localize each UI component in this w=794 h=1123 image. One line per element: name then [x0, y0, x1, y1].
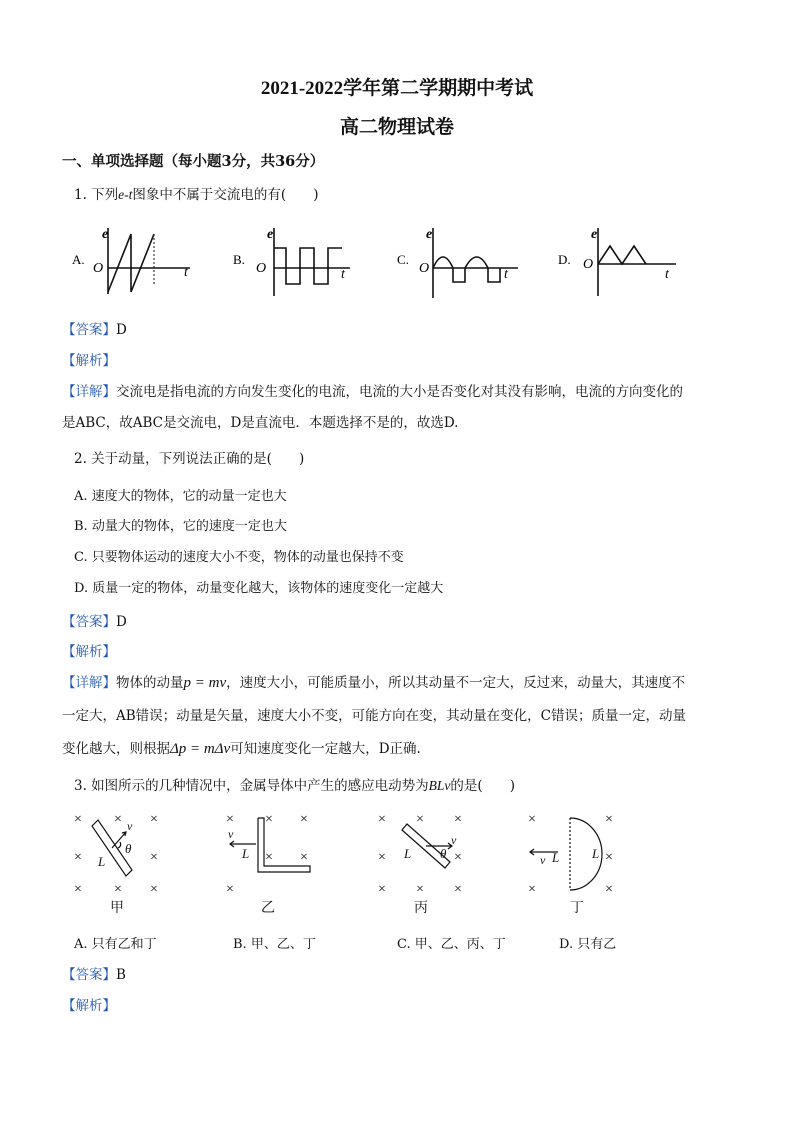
svg-text:×: ×	[114, 812, 122, 827]
svg-text:×: ×	[416, 882, 424, 897]
q2-detail-line3	[62, 737, 421, 758]
section-heading: 一、单项选择题（每小题3分，共36分）	[62, 153, 325, 170]
q3-option-a: A. 只有乙和丁	[74, 937, 157, 952]
q3-ding-L2: L	[592, 846, 600, 861]
q1-graph-c	[433, 228, 518, 298]
svg-text:×: ×	[416, 812, 424, 827]
q1-stem-var: e-t	[118, 187, 133, 202]
svg-text:×: ×	[605, 882, 613, 897]
q1-option-c-label: C.	[397, 252, 409, 267]
q1-c-axis-t: t	[504, 267, 508, 282]
q3-yi-L: L	[242, 846, 250, 861]
q2-answer-tag: 【答案】	[62, 614, 116, 630]
q3-stem-pre: 3. 如图所示的几种情况中，金属导体中产生的感应电动势为	[74, 778, 429, 794]
q3-label-yi: 乙	[261, 901, 275, 916]
q1-detail-line2: 是ABC，故ABC是交流电，D是直流电．本题选择不是的，故选D.	[62, 415, 459, 431]
q2-option-d: D. 质量一定的物体，动量变化越大，该物体的速度变化一定越大	[74, 581, 444, 596]
q1-stem-pre: 1. 下列	[74, 187, 119, 203]
svg-text:×: ×	[454, 812, 462, 827]
page-title: 2021-2022学年第二学期期中考试	[260, 78, 534, 99]
q2-detail-line1	[62, 671, 685, 692]
q2-detail-line2: 一定大，AB错误；动量是矢量，速度大小不变，可能方向在变，其动量在变化，C错误；质量一定，动量	[62, 708, 686, 724]
q1-c-axis-e: e	[426, 227, 433, 242]
q3-stem-post: 的是( )	[450, 778, 515, 794]
q3-ding-v: v	[540, 853, 546, 867]
q1-option-a-label: A.	[72, 252, 85, 267]
q3-stem	[74, 774, 515, 794]
q3-analysis-tag: 【解析】	[62, 998, 116, 1014]
q2-stem: 2. 关于动量，下列说法正确的是( )	[74, 451, 305, 467]
page-subtitle: 高二物理试卷	[339, 117, 454, 138]
q2-detail-post: ，速度大小，可能质量小，所以其动量不一定大，反过来，动量大，其速度不	[226, 675, 686, 691]
q2-option-a: A. 速度大的物体，它的动量一定也大	[74, 489, 287, 504]
q1-b-axis-t: t	[341, 267, 345, 282]
q1-b-axis-o: O	[256, 261, 267, 276]
svg-text:×: ×	[454, 882, 462, 897]
q3-label-bing: 丙	[414, 901, 428, 916]
q3-option-c: C. 甲、乙、丙、丁	[397, 937, 506, 952]
q1-detail-text1: 交流电是指电流的方向发生变化的电流，电流的大小是否变化对其没有影响，电流的方向变化的	[116, 384, 683, 400]
q1-answer-value: D	[116, 322, 127, 338]
q2-formula-delta: Δp = mΔv	[170, 741, 231, 757]
q2-analysis-tag: 【解析】	[62, 644, 116, 660]
q1-detail-tag: 【详解】	[62, 384, 116, 400]
q2-detail-tag: 【详解】	[62, 675, 116, 691]
q3-jia-v: v	[127, 819, 133, 833]
q3-bing-theta: θ	[440, 846, 447, 861]
q3-figure-jia	[74, 812, 158, 897]
q3-figure-yi	[226, 812, 310, 897]
svg-text:×: ×	[150, 850, 158, 865]
q1-d-axis-o: O	[583, 257, 594, 272]
svg-text:×: ×	[378, 850, 386, 865]
q2-option-c: C. 只要物体运动的速度大小不变，物体的动量也保持不变	[74, 550, 404, 565]
q1-analysis-tag: 【解析】	[62, 353, 116, 369]
q1-option-d-label: D.	[558, 252, 571, 267]
svg-text:×: ×	[378, 882, 386, 897]
q1-c-axis-o: O	[419, 261, 430, 276]
q1-graph-d	[598, 228, 676, 296]
svg-text:×: ×	[300, 850, 308, 865]
q2-answer	[62, 610, 127, 630]
svg-text:×: ×	[74, 882, 82, 897]
svg-text:×: ×	[265, 812, 273, 827]
q3-option-d: D. 只有乙	[559, 937, 617, 952]
q2-answer-value: D	[116, 614, 127, 630]
q3-label-ding: 丁	[570, 901, 584, 916]
svg-text:×: ×	[226, 882, 234, 897]
q3-answer-tag: 【答案】	[62, 967, 116, 983]
q3-label-jia: 甲	[110, 901, 124, 916]
svg-text:×: ×	[226, 812, 234, 827]
q1-option-b-label: B.	[233, 252, 245, 267]
q3-figures	[60, 800, 660, 920]
q3-stem-var: BLv	[428, 778, 451, 793]
svg-text:×: ×	[454, 850, 462, 865]
q1-answer-tag: 【答案】	[62, 322, 116, 338]
q1-detail-line1	[62, 380, 683, 400]
svg-text:×: ×	[605, 850, 613, 865]
svg-text:×: ×	[605, 812, 613, 827]
q2-detail3-pre: 变化越大，则根据	[62, 741, 170, 757]
svg-text:×: ×	[378, 812, 386, 827]
q1-a-axis-o: O	[93, 261, 104, 276]
q1-d-axis-e: e	[591, 227, 598, 242]
q1-graph-a	[108, 228, 190, 294]
q2-formula-momentum: p = mv	[183, 675, 227, 691]
q3-figure-bing	[378, 812, 462, 897]
q3-ding-L1: L	[552, 850, 560, 865]
svg-text:×: ×	[114, 882, 122, 897]
q1-answer	[62, 318, 127, 338]
svg-text:×: ×	[74, 812, 82, 827]
q3-answer-value: B	[116, 967, 126, 983]
q1-d-axis-t: t	[665, 267, 669, 282]
q2-detail-pre: 物体的动量	[116, 675, 184, 691]
q3-jia-theta: θ	[125, 841, 132, 856]
svg-text:×: ×	[265, 850, 273, 865]
q2-detail3-post: 可知速度变化一定越大，D正确.	[230, 741, 421, 757]
q1-b-axis-e: e	[267, 227, 274, 242]
svg-text:×: ×	[74, 850, 82, 865]
q2-option-b: B. 动量大的物体，它的速度一定也大	[74, 519, 287, 534]
q1-a-axis-e: e	[102, 227, 109, 242]
q1-graph-b	[274, 228, 350, 296]
q1-stem-post: 图象中不属于交流电的有( )	[132, 187, 319, 203]
q1-graphs	[60, 220, 700, 310]
q3-jia-L: L	[98, 854, 106, 869]
svg-text:×: ×	[300, 812, 308, 827]
svg-text:×: ×	[150, 812, 158, 827]
q3-answer	[62, 963, 126, 983]
q3-bing-v: v	[451, 833, 457, 847]
q3-bing-L: L	[404, 846, 412, 861]
svg-text:×: ×	[150, 882, 158, 897]
svg-text:×: ×	[528, 812, 536, 827]
svg-text:×: ×	[528, 882, 536, 897]
q1-a-axis-t: t	[184, 265, 188, 280]
q1-stem	[74, 183, 318, 203]
q3-yi-v: v	[228, 827, 234, 841]
q3-option-b: B. 甲、乙、丁	[233, 937, 316, 952]
